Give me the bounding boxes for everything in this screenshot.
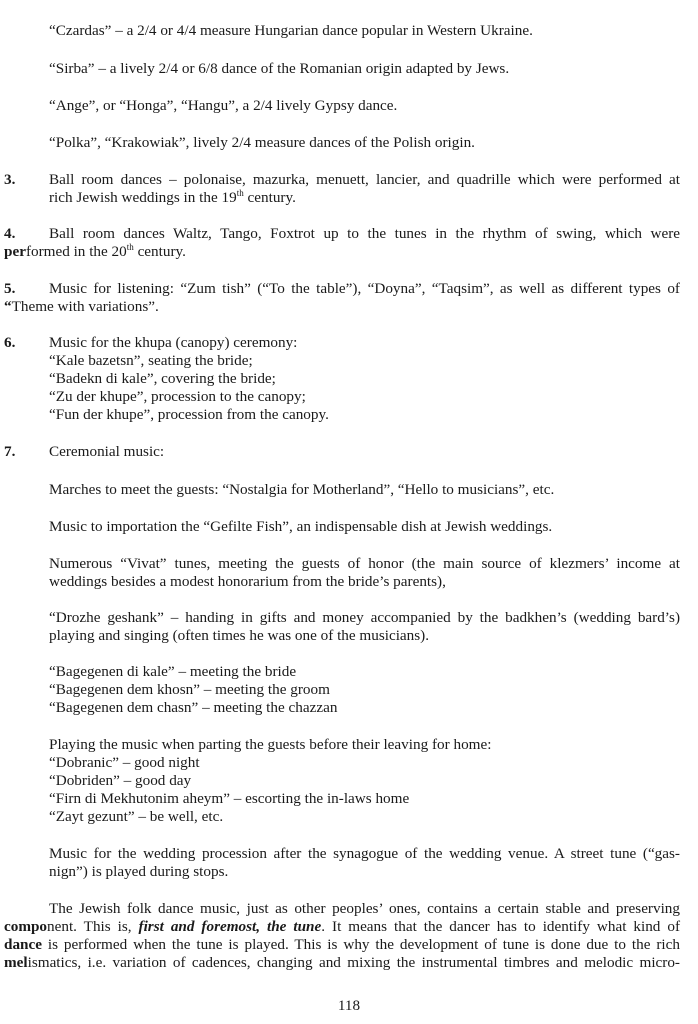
dance-czardas: “Czardas” – a 2/4 or 4/4 measure Hungarian dance popular in Western Ukraine.: [49, 22, 533, 39]
closing-line-2: component. This is, first and foremost, the tune. It means that the dancer has to identify what kind of: [4, 918, 680, 935]
page-number: 118: [337, 997, 361, 1014]
dance-sirba: “Sirba” – a lively 2/4 or 6/8 dance of the Romanian origin adapted by Jews.: [49, 60, 510, 77]
parting-dobriden: “Dobriden” – good day: [49, 772, 192, 789]
dance-polka: “Polka”, “Krakowiak”, lively 2/4 measure dances of the Polish origin.: [49, 134, 475, 151]
item-4-line-2: performed in the 20th century.: [4, 241, 186, 260]
item-6-line-3: “Badekn di kale”, covering the bride;: [49, 370, 276, 387]
meeting-groom: “Bagegenen dem khosn” – meeting the groom: [49, 681, 330, 698]
item-7-title: Ceremonial music:: [49, 443, 165, 460]
item-7-number: 7.: [4, 443, 16, 460]
drozhe-line-2: playing and singing (often times he was one of the musicians).: [49, 627, 430, 644]
closing-line-4: melismatics, i.e. variation of cadences, changing and mixing the instrumental timbres and melodic micro-: [4, 954, 680, 971]
vivat-line-1: Numerous “Vivat” tunes, meeting the guests of honor (the main source of klezmers’ income at: [49, 555, 680, 572]
item-3-number: 3.: [4, 171, 16, 188]
item-5-line-1: Music for listening: “Zum tish” (“To the table”), “Doyna”, “Taqsim”, as well as different types of: [49, 280, 680, 297]
parting-dobranic: “Dobranic” – good night: [49, 754, 200, 771]
closing-line-3: dance is performed when the tune is played. This is why the development of tune is done due to the rich: [4, 936, 680, 953]
item-6-line-5: “Fun der khupe”, procession from the canopy.: [49, 406, 329, 423]
item-3-line-2: rich Jewish weddings in the 19th century.: [49, 187, 296, 206]
drozhe-line-1: “Drozhe geshank” – handing in gifts and money accompanied by the badkhen’s (wedding bard’s): [49, 609, 680, 626]
dance-ange: “Ange”, or “Honga”, “Hangu”, a 2/4 lively Gypsy dance.: [49, 97, 398, 114]
item-6-line-1: Music for the khupa (canopy) ceremony:: [49, 334, 298, 351]
item-4-number: 4.: [4, 225, 16, 242]
parting-zayt: “Zayt gezunt” – be well, etc.: [49, 808, 224, 825]
item-4-line-1: Ball room dances Waltz, Tango, Foxtrot up to the tunes in the rhythm of swing, which were: [49, 225, 680, 242]
parting-firn: “Firn di Mekhutonim aheym” – escorting the in-laws home: [49, 790, 410, 807]
closing-line-1: The Jewish folk dance music, just as other peoples’ ones, contains a certain stable and preserving: [49, 900, 680, 917]
item-6-line-2: “Kale bazetsn”, seating the bride;: [49, 352, 253, 369]
gefilte-fish-paragraph: Music to importation the “Gefilte Fish”, an indispensable dish at Jewish weddings.: [49, 518, 553, 535]
marches-paragraph: Marches to meet the guests: “Nostalgia for Motherland”, “Hello to musicians”, etc.: [49, 481, 555, 498]
item-6-line-4: “Zu der khupe”, procession to the canopy;: [49, 388, 306, 405]
parting-intro: Playing the music when parting the guests before their leaving for home:: [49, 736, 492, 753]
meeting-bride: “Bagegenen di kale” – meeting the bride: [49, 663, 297, 680]
procession-line-1: Music for the wedding procession after the synagogue of the wedding venue. A street tune (“gas-: [49, 845, 680, 862]
item-3-line-1: Ball room dances – polonaise, mazurka, menuett, lancier, and quadrille which were performed at: [49, 171, 680, 188]
item-5-line-2: “Theme with variations”.: [4, 298, 159, 315]
meeting-chazzan: “Bagegenen dem chasn” – meeting the chazzan: [49, 699, 338, 716]
procession-line-2: nign”) is played during stops.: [49, 863, 229, 880]
vivat-line-2: weddings besides a modest honorarium from the bride’s parents),: [49, 573, 446, 590]
item-5-number: 5.: [4, 280, 16, 297]
item-6-number: 6.: [4, 334, 16, 351]
